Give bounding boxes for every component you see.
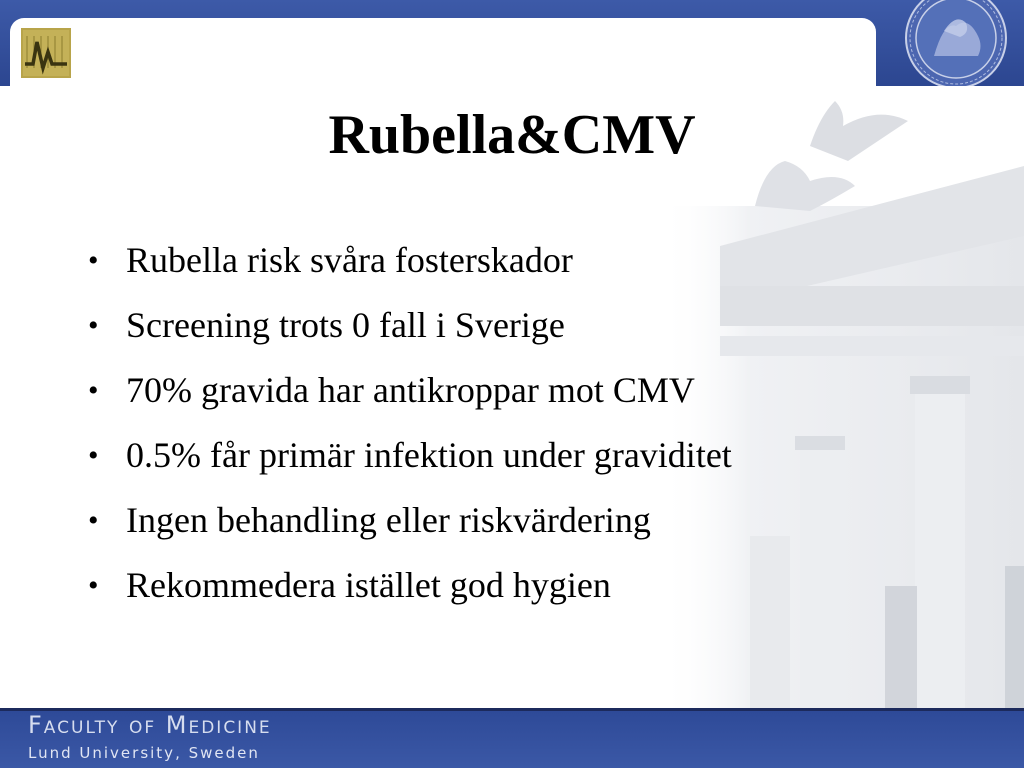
footer-university-name: Lund University, Sweden	[28, 744, 260, 762]
bullet-item	[86, 228, 732, 293]
bullet-text: Rubella risk svåra fosterskador	[126, 240, 573, 280]
bullet-item	[86, 358, 732, 423]
bullet-dot-icon: •	[88, 569, 99, 602]
bullet-list	[86, 228, 732, 618]
bullet-text: 0.5% får primär infektion under graviditet	[126, 435, 732, 475]
bullet-dot-icon: •	[88, 374, 99, 407]
bullet-dot-icon: •	[88, 439, 99, 472]
university-seal-icon	[904, 0, 1008, 86]
bullet-item	[86, 488, 732, 553]
bullet-text: Screening trots 0 fall i Sverige	[126, 305, 565, 345]
footer-faculty-name: Faculty of Medicine	[28, 711, 272, 739]
bullet-item	[86, 293, 732, 358]
bullet-dot-icon: •	[88, 504, 99, 537]
bullet-item	[86, 423, 732, 488]
bullet-text: Ingen behandling eller riskvärdering	[126, 500, 651, 540]
bullet-text: 70% gravida har antikroppar mot CMV	[126, 370, 695, 410]
lund-medicine-logo-icon	[21, 28, 71, 78]
bullet-text: Rekommedera istället god hygien	[126, 565, 611, 605]
bullet-dot-icon: •	[88, 244, 99, 277]
bullet-item	[86, 553, 732, 618]
slide-title: Rubella&CMV	[328, 104, 696, 166]
bullet-dot-icon: •	[88, 309, 99, 342]
